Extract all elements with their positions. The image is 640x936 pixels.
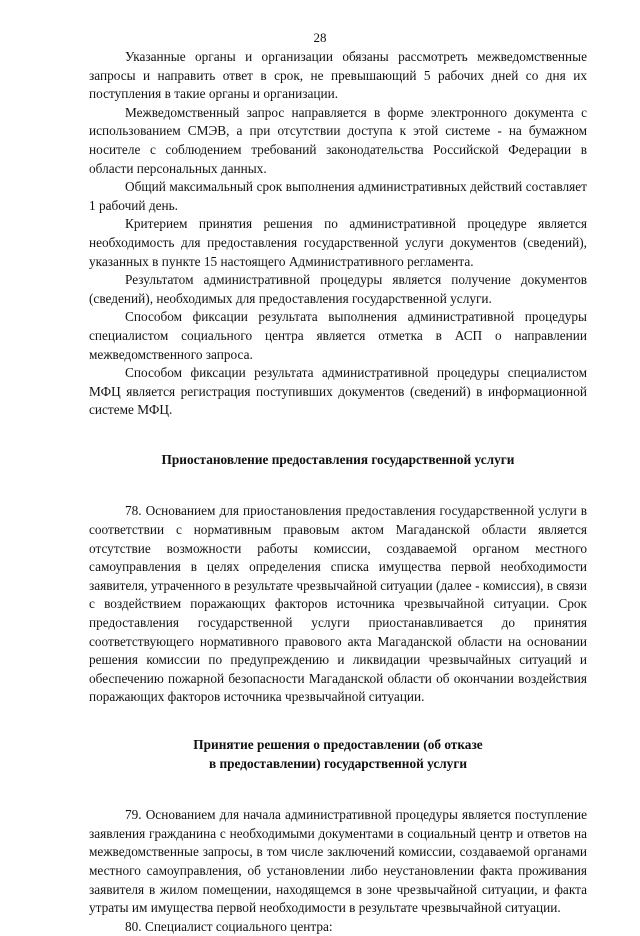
paragraph-78: 78. Основанием для приостановления предоставления государственной услуги в соответствии с нормативным правовым актом Магаданской области является отсутствие возможности работы комиссии, создаваемой органом местного самоуправления в целях определения списка имущества первой необходимости заявителя, утраченного в результате чрезвычайной ситуации (далее - комиссия), в связи с воздействием поражающих факторов источника чрезвычайной ситуации. Срок предоставления государственной услуги приостанавливается до принятия соответствующего нормативного правового акта Магаданской области на основании решения комиссии по предупреждению и ликвидации чрезвычайных ситуаций и обеспечению пожарной безопасности Магаданской области об окончании воздействия поражающих факторов источника чрезвычайной ситуации. xyxy=(89,503,587,705)
paragraph-request-form: Межведомственный запрос направляется в форме электронного документа с использованием СМЭВ, а при отсутствии доступа к этой системе - на бумажном носителе с соблюдением требований законодательства Российской Федерации в области персональных данных. xyxy=(89,104,587,176)
section-heading-suspension: Приостановление предоставления государственной услуги xyxy=(161,451,515,467)
section-heading-decision xyxy=(89,736,587,773)
paragraph-fixation-mfc: Способом фиксации результата административной процедуры специалистом МФЦ является регистрация поступивших документов (сведений) в информационной системе МФЦ. xyxy=(89,365,587,418)
paragraph-max-duration: Общий максимальный срок выполнения административных действий составляет 1 рабочий день. xyxy=(89,179,587,213)
document-body xyxy=(89,48,587,936)
paragraph-response-deadline: Указанные органы и организации обязаны рассмотреть межведомственные запросы и направить ответ в срок, не превышающий 5 рабочих дней со дня их поступления в такие органы и организации. xyxy=(89,49,587,102)
section-heading-decision-line1: Принятие решения о предоставлении (об отказе xyxy=(193,737,483,752)
section-heading-decision-line2: в предоставлении) государственной услуги xyxy=(208,755,468,771)
paragraph-procedure-result: Результатом административной процедуры является получение документов (сведений), необходимых для предоставления государственной услуги. xyxy=(89,272,587,306)
paragraph-79: 79. Основанием для начала административной процедуры является поступление заявления гражданина с необходимыми документами в социальный центр и ответов на межведомственные запросы, в том числе заключений комиссии, создаваемой органами местного самоуправления, об установлении либо неустановлении факта проживания заявителя в жилом помещении, находящемся в зоне чрезвычайной ситуации, и факта утраты им имущества первой необходимости в результате чрезвычайной ситуации. xyxy=(89,807,587,916)
paragraph-decision-criterion: Критерием принятия решения по административной процедуре является необходимость для предоставления государственной услуги документов (сведений), указанных в пункте 15 настоящего Административного регламента. xyxy=(89,216,587,269)
paragraph-fixation-social-center: Способом фиксации результата выполнения административной процедуры специалистом социального центра является отметка в АСП о направлении межведомственного запроса. xyxy=(89,309,587,362)
paragraph-80: 80. Специалист социального центра: xyxy=(125,918,333,934)
page-number: 28 xyxy=(313,30,327,45)
